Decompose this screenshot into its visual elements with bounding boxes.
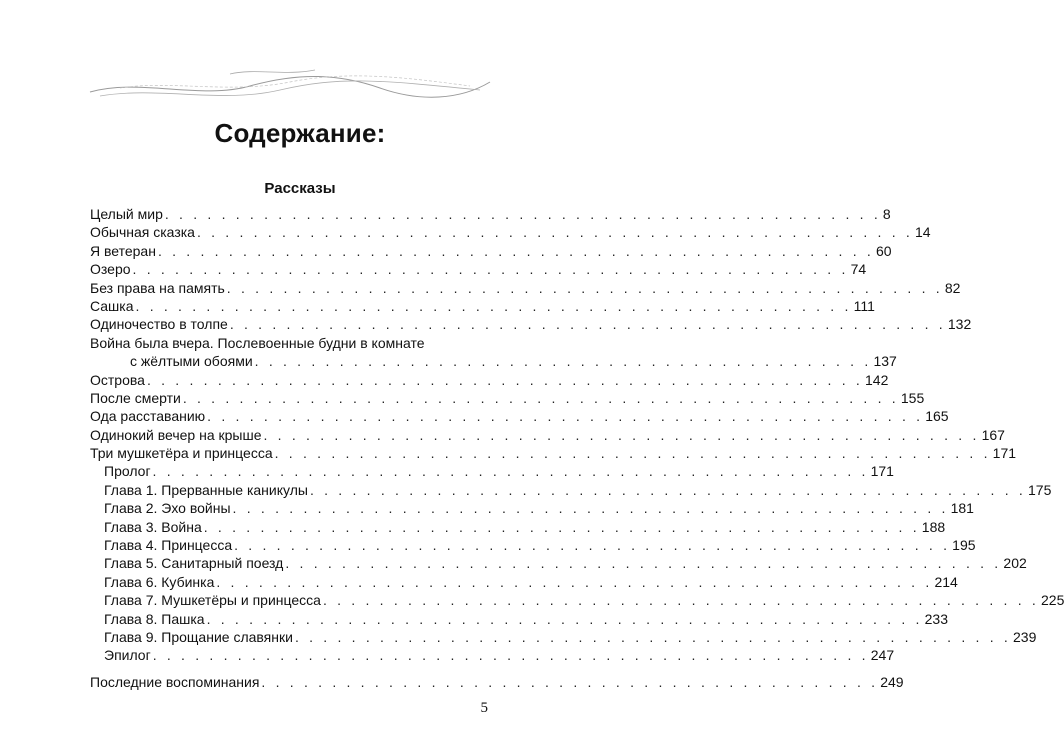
leader-dots: . . . . . . . . . . . . . . . . . . . . . . . . . . . . . . . . . . . . . . . . . . . . . . . . . . .	[146, 371, 864, 388]
leader-dots: . . . . . . . . . . . . . . . . . . . . . . . . . . . . . . . . . . . . . . . . . . . . . . . . . . .	[274, 445, 991, 462]
leader-dots: . . . . . . . . . . . . . . . . . . . . . . . . . . . . . . . . . . . . . . . . . . . . . . . . . . .	[206, 610, 923, 627]
toc-entry	[90, 297, 875, 315]
section-heading: Рассказы	[264, 180, 336, 197]
leader-dots: . . . . . . . . . . . . . . . . . . . . . . . . . . . . . . . . . . . . . . . . . . . . . . . . . . .	[285, 555, 1002, 572]
toc-page-number: 249	[880, 673, 904, 690]
toc-page-number: 82	[944, 279, 961, 296]
toc-entry-label: Эпилог	[104, 647, 151, 664]
toc-subentry	[90, 536, 976, 554]
toc-entry-label: Три мушкетёра и принцесса	[90, 445, 273, 462]
leader-dots: . . . . . . . . . . . . . . . . . . . . . . . . . . . . . . . . . . . . . . . . . . . . . . . . . . .	[203, 518, 920, 535]
toc-page-number: 214	[934, 573, 958, 590]
toc-page-number: 137	[873, 353, 897, 370]
toc-entry-label: Обычная сказка	[90, 224, 195, 241]
toc-entry-label: Глава 4. Принцесса	[104, 537, 233, 554]
leader-dots: . . . . . . . . . . . . . . . . . . . . . . . . . . . . . . . . . . . . . . . . . . . .	[261, 673, 879, 690]
leader-dots: . . . . . . . . . . . . . . . . . . . . . . . . . . . . . . . . . . . . . . . . . . . . . . . . . . .	[226, 279, 943, 296]
toc-subentry	[90, 573, 958, 591]
toc-entry-label: Глава 8. Пашка	[104, 610, 205, 627]
toc-entry-label: Пролог	[104, 463, 151, 480]
toc-page-number: 142	[865, 371, 889, 388]
leader-dots: . . . . . . . . . . . . . . . . . . . . . . . . . . . . . . . . . . . . . . . . . . . . . . . . . . .	[322, 592, 1039, 609]
leader-dots: . . . . . . . . . . . . . . . . . . . . . . . . . . . . . . . . . . . . . . . . . . . . . . . . . . .	[216, 573, 933, 590]
toc-page-number: 8	[882, 206, 891, 222]
page-title: Содержание:	[214, 118, 386, 148]
toc-entry-label: Последние воспоминания	[90, 673, 260, 690]
toc-entry-label: Глава 9. Прощание славянки	[104, 628, 293, 645]
toc-entry-label: Глава 5. Санитарный поезд	[104, 555, 284, 572]
toc-subentry	[90, 591, 1064, 609]
toc-subentry	[90, 646, 895, 664]
toc-page-number: 181	[950, 500, 974, 517]
toc-page-number: 225	[1041, 592, 1064, 609]
leader-dots: . . . . . . . . . . . . . . . . . . . . . . . . . . . . . . . . . . . . . . . . . . . . . . . . . . .	[263, 426, 980, 443]
toc-page-number: 239	[1013, 628, 1037, 645]
leader-dots: . . . . . . . . . . . . . . . . . . . . . . . . . . . . . . . . . . . . . . . . . . . . . . . . . . .	[207, 408, 924, 425]
leader-dots: . . . . . . . . . . . . . . . . . . . . . . . . . . . . . . . . . . . . . . . . . . . . . . . . . . .	[152, 463, 869, 480]
toc-entry	[90, 315, 972, 333]
toc-entry-label: Сашка	[90, 297, 134, 314]
toc-entry	[90, 389, 925, 407]
toc-subentry	[90, 462, 894, 480]
toc-entry-label: с жёлтыми обоями	[130, 353, 253, 370]
leader-dots: . . . . . . . . . . . . . . . . . . . . . . . . . . . . . . . . . . . . . . . . . . . . . . . . . . .	[196, 224, 914, 241]
toc-entry-label: Глава 2. Эхо войны	[104, 500, 231, 517]
toc-subentry	[90, 610, 948, 628]
leader-dots: . . . . . . . . . . . . . . . . . . . . . . . . . . . . . . . . . . . . . . . . . . . . . . . . . . .	[152, 647, 869, 664]
toc-entry	[90, 673, 904, 691]
toc-entry-label: Я ветеран	[90, 242, 156, 259]
toc-entry-label: Одиночество в толпе	[90, 316, 228, 333]
leader-dots: . . . . . . . . . . . . . . . . . . . . . . . . . . . . . . . . . . . . . . . . . . . .	[254, 353, 872, 370]
toc-page-number: 247	[870, 647, 895, 664]
toc-page-number: 171	[992, 445, 1017, 462]
toc-entry	[90, 444, 1017, 462]
toc-entry-label: Озеро	[90, 261, 131, 278]
toc-entry-label: Глава 7. Мушкетёры и принцесса	[104, 592, 321, 609]
toc-page-number: 195	[952, 537, 976, 554]
toc-subentry	[90, 518, 946, 536]
toc-subentry	[90, 554, 1027, 572]
toc-subentry	[90, 499, 974, 517]
toc-entry-label: Глава 1. Прерванные каникулы	[104, 481, 308, 498]
toc-subentry	[90, 628, 1037, 646]
toc-entry	[90, 242, 892, 260]
table-of-contents	[90, 205, 1064, 691]
leader-dots: . . . . . . . . . . . . . . . . . . . . . . . . . . . . . . . . . . . . . . . . . . . . . . . . . . .	[182, 389, 899, 406]
toc-entry	[90, 260, 867, 278]
leader-dots: . . . . . . . . . . . . . . . . . . . . . . . . . . . . . . . . . . . . . . . . . . . . . . . . . . .	[135, 297, 852, 314]
decorative-scribble	[80, 60, 500, 110]
leader-dots: . . . . . . . . . . . . . . . . . . . . . . . . . . . . . . . . . . . . . . . . . . . . . . . . . . .	[294, 628, 1011, 645]
toc-page-number: 155	[900, 389, 925, 406]
page-number: 5	[480, 700, 488, 716]
toc-page-number: 74	[850, 261, 867, 278]
toc-entry-label: Глава 6. Кубинка	[104, 573, 215, 590]
toc-entry-label: Целый мир	[90, 206, 163, 222]
toc-entry	[90, 205, 891, 223]
toc-subentry	[90, 481, 1052, 499]
toc-entry	[90, 426, 1005, 444]
toc-entry	[90, 279, 961, 297]
toc-entry	[90, 407, 949, 425]
leader-dots: . . . . . . . . . . . . . . . . . . . . . . . . . . . . . . . . . . . . . . . . . . . . . . . . . . .	[164, 206, 881, 222]
toc-entry-label: После смерти	[90, 389, 181, 406]
toc-page-number: 14	[915, 224, 931, 241]
leader-dots: . . . . . . . . . . . . . . . . . . . . . . . . . . . . . . . . . . . . . . . . . . . . . . . . . . .	[232, 500, 949, 517]
toc-page-number: 60	[876, 242, 892, 259]
toc-entry	[90, 371, 889, 389]
toc-page-number: 188	[921, 518, 946, 535]
toc-entry-wrapped	[90, 334, 897, 371]
toc-entry-label: Без права на память	[90, 279, 225, 296]
toc-entry	[90, 223, 931, 241]
toc-page-number: 175	[1028, 481, 1052, 498]
toc-page-number: 132	[947, 316, 972, 333]
leader-dots: . . . . . . . . . . . . . . . . . . . . . . . . . . . . . . . . . . . . . . . . . . . . . . . . . . .	[132, 261, 849, 278]
leader-dots: . . . . . . . . . . . . . . . . . . . . . . . . . . . . . . . . . . . . . . . . . . . . . . . . . . .	[309, 481, 1026, 498]
toc-page-number: 111	[853, 297, 875, 314]
leader-dots: . . . . . . . . . . . . . . . . . . . . . . . . . . . . . . . . . . . . . . . . . . . . . . . . . . .	[229, 316, 946, 333]
leader-dots: . . . . . . . . . . . . . . . . . . . . . . . . . . . . . . . . . . . . . . . . . . . . . . . . . . .	[234, 537, 951, 554]
leader-dots: . . . . . . . . . . . . . . . . . . . . . . . . . . . . . . . . . . . . . . . . . . . . . . . . . . .	[157, 242, 875, 259]
toc-page-number: 233	[924, 610, 948, 627]
toc-page-number: 165	[925, 408, 949, 425]
toc-page-number: 167	[981, 426, 1005, 443]
toc-entry-label: Одинокий вечер на крыше	[90, 426, 262, 443]
toc-page-number: 202	[1003, 555, 1027, 572]
toc-entry-label: Острова	[90, 371, 145, 388]
toc-page-number: 171	[870, 463, 894, 480]
toc-entry-label: Глава 3. Война	[104, 518, 202, 535]
toc-entry-label: Война была вчера. Послевоенные будни в комнате	[90, 334, 425, 351]
toc-entry-label: Ода расставанию	[90, 408, 206, 425]
